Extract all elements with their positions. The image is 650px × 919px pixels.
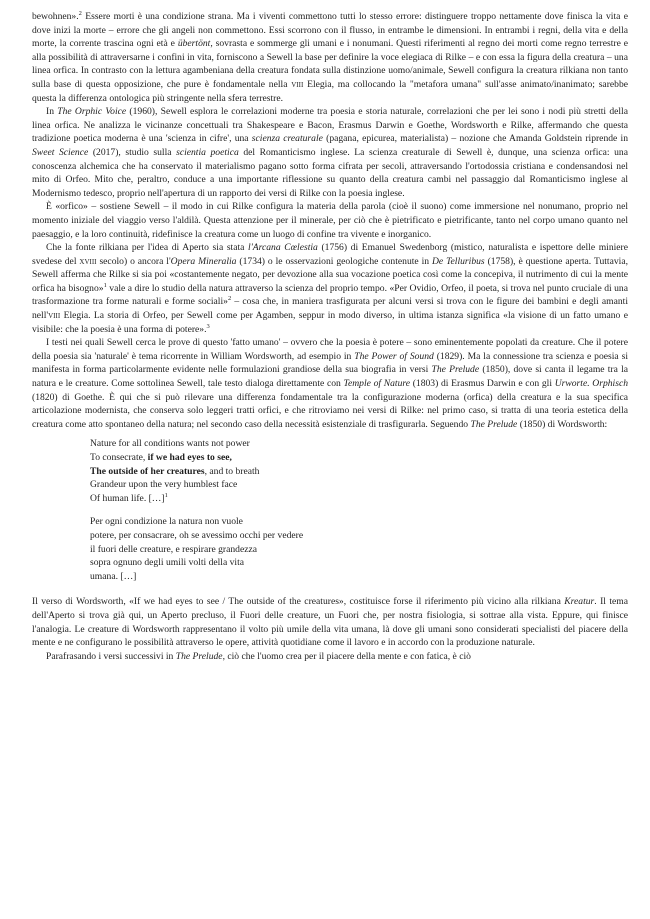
- block-quote-english: [90, 437, 628, 505]
- quote-line: sopra ognuno degli umili volti della vita: [90, 557, 245, 569]
- quote-line: umana. […]: [90, 570, 137, 582]
- paragraph: bewohnen».$^2$ Essere morti è una condizione strana. Ma i viventi commettono tutti lo stesso errore: distinguere troppo nettamente dove finisca la vita e dove inizi la morte – errore che gli angeli non commettono. Essi scorrono con il flusso, in entrambe le dimensioni. In entrambi i regni, della vita e della morte, la corrente trascina ogni età e übertönt, sovrasta e sommerge gli umani e i nonumani. Questi riferimenti al regno dei morti come regno terrestre e alla possibilità di attraversarne i confini in vita, forniscono a Sewell la base per definire la voce elegiaca di Rilke – e con essa la figura della creatura – una linea orfica. In contrasto con la lettura agambeniana della creatura fondata sulla distinzione uomo/animale, Sewell configura la creatura rilkiana non tanto sulla base di questa opposizione, che pure è fondamentale nella viii Elegia, ma collocando la "metafora umana" sull'asse animato/inanimato; sarebbe questa la differenza ontologica più stringente nella sfera terrestre.: [32, 9, 628, 104]
- page-body: [32, 10, 628, 663]
- paragraph: In The Orphic Voice (1960), Sewell esplora le correlazioni moderne tra poesia e storia naturale, correlazioni che per lei sono i nodi più stretti della linea orfica. Ne analizza le vicinanze concettuali tra Shakespeare e Bacon, Erasmus Darwin e Goethe, Wordsworth e Rilke, affermando che questa tradizione poetica moderna è una 'scienza in cifre', una scienza creaturale (pagana, epicurea, materialista) – nozione che Amanda Goldstein riprende in Sweet Science (2017), studio sulla scientia poetica del Romanticismo inglese. La scienza creaturale di Sewell è, dunque, una scienza orfica: una conoscenza alchemica che ha conservato il materialismo pagano sotto forma cifrata per secoli, attraversando l'ortodossia cristiana e condensandosi nel mito di Orfeo. Mito che, peraltro, conduce a una importante riflessione su quanto della creatura cambi nel passaggio dal Romanticismo inglese al Modernismo tedesco, proprio nell'apertura di un rapporto dei versi di Rilke con la poesia inglese.: [32, 106, 628, 199]
- paragraph: I testi nei quali Sewell cerca le prove di questo 'fatto umano' – ovvero che la poesia è potere – sono eminentemente popolati da creature. Che il potere della poesia sia 'naturale' è tema ricorrente in William Wordsworth, ad esempio in The Power of Sound (1829). Ma la connessione tra scienza e poesia si manifesta in forma particolarmente evidente nelle formulazioni grandiose della sua biografia in versi The Prelude (1850), dove si canta il legame tra la natura e le creature. Come sottolinea Sewell, tale testo dialoga direttamente con Temple of Nature (1803) di Erasmus Darwin e con gli Urworte. Orphisch (1820) di Goethe. È qui che si può rilevare una differenza fondamentale tra la configurazione moderna (orfica) della creatura e la sua specifica articolazione modernista, che conserva solo leggeri tratti orfici, e che ritroviamo nei versi di Rilke: nel primo caso, si tratta di una teoria estetica della creatura come atto spontaneo della natura; nel secondo caso della necessità esistenziale di trasfigurarla. Seguendo The Prelude (1850) di Wordsworth:: [32, 337, 629, 430]
- quote-line: Of human life. […]$^1$: [90, 491, 168, 504]
- paragraph: È «orfico» – sostiene Sewell – il modo in cui Rilke configura la materia della parola (cioè il suono) come immersione nel nonumano, proprio nel momento iniziale del viaggio verso l'aldilà. Questa attenzione per il minerale, per ciò che è pietrificato e pietrificante, tanto nel corpo umano quanto nel paesaggio, e la loro continuità, ridefinisce la creatura come un luogo di confine tra vivente e inorganico.: [32, 201, 628, 240]
- paragraph: Il verso di Wordsworth, «If we had eyes to see / The outside of the creatures», costituisce forse il riferimento più vicino alla rilkiana Kreatur. Il tema dell'Aperto si trova già qui, un Aperto precluso, il Fuori delle creature, un Fuori che, per nostra fisiologia, si sottrae alla vista. Eppure, qui finisce l'analogia. Le creature di Wordsworth rappresentano il volto più umile della vita umana, là dove gli umani sono considerati specialisti del piacere della mente e ne configurano le possibilità attraverso le opere, attività quotidiane come il lavoro e in accordo con la produzione naturale.: [32, 596, 628, 649]
- paragraph: Che la fonte rilkiana per l'idea di Aperto sia stata l'Arcana Cœlestia (1756) di Emanuel Swedenborg (mistico, naturalista e ispettore delle miniere svedese del xviii secolo) o ancora l'Opera Mineralia (1734) o le osservazioni geologiche contenute in De Telluribus (1758), è questione aperta. Tuttavia, Sewell afferma che Rilke si sia poi «costantemente negato, per devozione alla sua vocazione poetica così come la concepiva, il nutrimento di cui la mente orfica ha bisogno»$^1$ vale a dire lo studio della natura attraverso la scienza del proprio tempo. «Per Ovidio, Orfeo, il poeta, si trova nel punto cruciale di una trasformazione tra forme naturali e forme sociali»$^2$ – cosa che, in maniera trasfigurata per alcuni versi si trova con le figure dei bambini e degli amanti nell'viii Elegia. La storia di Orfeo, per Sewell come per Agamben, seppur in modo diverso, in ultima istanza significa «la visione di un fatto umano e visibile: che la poesia è una forma di potere».$^3$: [32, 242, 628, 335]
- quote-line: The outside of her creatures, and to breath: [90, 465, 260, 477]
- paragraph: Parafrasando i versi successivi in The Prelude, ciò che l'uomo crea per il piacere della mente e con fatica, è ciò: [46, 650, 471, 662]
- block-quote-italian: [90, 515, 628, 583]
- quote-line: Per ogni condizione la natura non vuole: [90, 516, 243, 528]
- quote-line: To consecrate, if we had eyes to see,: [90, 452, 232, 463]
- quote-line: Nature for all conditions wants not power: [90, 438, 250, 450]
- quote-line: il fuori delle creature, e respirare grandezza: [90, 543, 257, 555]
- quote-line: Grandeur upon the very humblest face: [90, 479, 238, 491]
- quote-line: potere, per consacrare, oh se avessimo occhi per vedere: [90, 529, 304, 541]
